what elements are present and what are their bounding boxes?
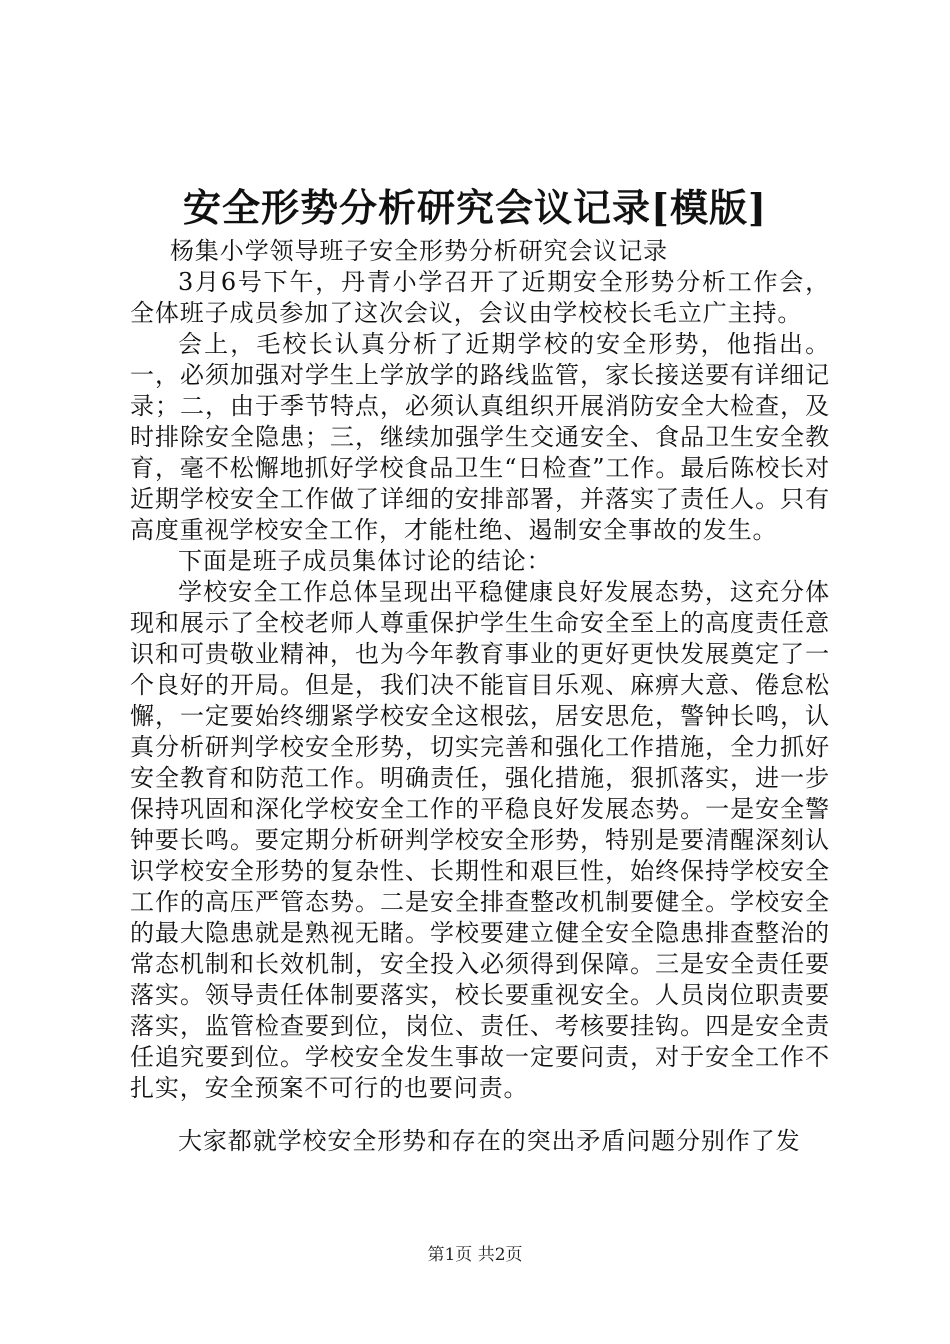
paragraph-continued: 大家都就学校安全形势和存在的突出矛盾问题分别作了发 (178, 1127, 801, 1155)
page-number-footer: 第1页 共2页 (427, 1245, 523, 1265)
meeting-record-heading: 杨集小学领导班子安全形势分析研究会议记录 (170, 237, 668, 265)
paragraph-discussion-lead: 下面是班子成员集体讨论的结论： (178, 547, 552, 575)
paragraph-principal-remarks: 会上，毛校长认真分析了近期学校的安全形势，他指出。一，必须加强对学生上学放学的路线监管，家长接送要有详细记录；二，由于季节特点，必须认真组织开展消防安全大检查，及时排除安全隐患；三，继续加强学生交通安全、食品卫生安全教育，毫不松懈地抓好学校食品卫生“日检查”工作。最后陈校长对近期学校安全工作做了详细的安排部署，并落实了责任人。只有高度重视学校安全工作，才能杜绝、遏制安全事故的发生。 (130, 330, 830, 544)
document-body (130, 236, 830, 1157)
paragraph-discussion-conclusion: 学校安全工作总体呈现出平稳健康良好发展态势，这充分体现和展示了全校老师人尊重保护学生生命安全至上的高度责任意识和可贵敬业精神，也为今年教育事业的更好更快发展奠定了一个良好的开局。但是，我们决不能盲目乐观、麻痹大意、倦怠松懈，一定要始终绷紧学校安全这根弦，居安思危，警钟长鸣，认真分析研判学校安全形势，切实完善和强化工作措施，全力抓好安全教育和防范工作。明确责任，强化措施，狠抓落实，进一步保持巩固和深化学校安全工作的平稳良好发展态势。一是安全警钟要长鸣。要定期分析研判学校安全形势，特别是要清醒深刻认识学校安全形势的复杂性、长期性和艰巨性，始终保持学校安全工作的高压严管态势。二是安全排查整改机制要健全。学校安全的最大隐患就是熟视无睹。学校要建立健全安全隐患排查整治的常态机制和长效机制，安全投入必须得到保障。三是安全责任要落实。领导责任体制要落实，校长要重视安全。人员岗位职责要落实，监管检查要到位，岗位、责任、考核要挂钩。四是安全责任追究要到位。学校安全发生事故一定要问责，对于安全工作不扎实，安全预案不可行的也要问责。 (130, 578, 830, 1102)
paragraph-meeting-intro: 3月6号下午，丹青小学召开了近期安全形势分析工作会，全体班子成员参加了这次会议，会议由学校校长毛立广主持。 (130, 268, 830, 327)
document-title: 安全形势分析研究会议记录[模版] (183, 185, 767, 230)
